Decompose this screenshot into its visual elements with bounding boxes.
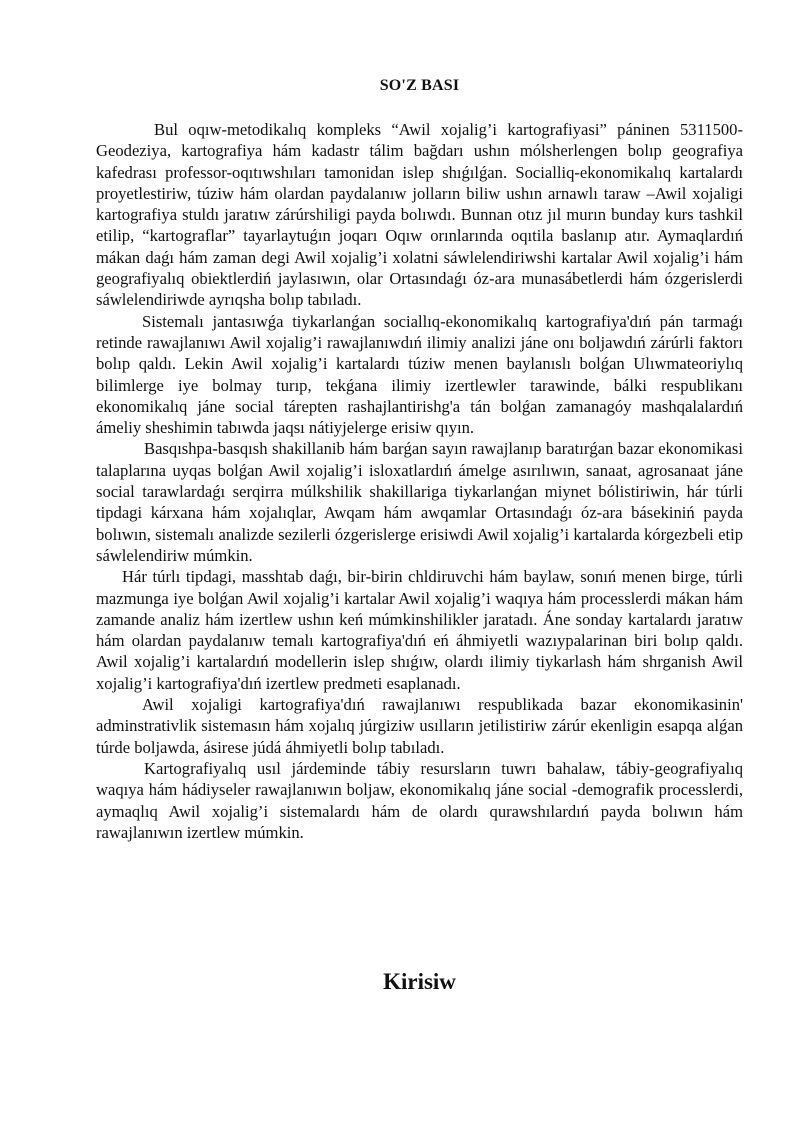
paragraph-3: Basqıshpa-basqısh shakillanib hám barǵan sayın rawajlanıp baratırǵan bazar ekonomikasi talaplarına uyqas bolǵan Awil xojalig’i isloxatlardıń ámelge asırılıwın, sanaat, agrosanaat jáne social tarawlardaǵı serqirra múlkshilik shakillariga tiykarlanǵan miynet bólistiriwin, hár túrli tipdagi kárxana hám xojalıqlar, Awqam hám awqamlar Ortasındaǵı óz-ara básekiniń payda bolıwın, sistemalı analizde sezilerli ózgerislerge erisiwdi Awil xojalig’i kartalarda kórgezbeli etip sáwlelendiriw múmkin. bbox=[96, 439, 743, 565]
paragraph-2: Sistemalı jantasıwǵa tiykarlanǵan sociallıq-ekonomikalıq kartografiya'dıń pán tarmaǵı retinde rawajlanıwı Awil xojalig’i rawajlanıwdıń ilimiy analizi jáne onı boljawdıń zárúrli faktorı bolıp qaldı. Lekin Awil xojalig’i kartalardı túziw menen baylanıslı bolǵan Ulıwmateoriylıq bilimlerge iye bolmay turıp, tekǵana ilimiy izertlewler tarawinde, bálki respublikanı ekonomikalıq jáne social tárepten rashajlantirishg'a tán bolǵan zamanagóy mashqalalardıń ámeliy sheshimin tabıwda jaqsı nátiyjelerge erisiw qıyın. bbox=[96, 311, 743, 438]
preface-body bbox=[96, 119, 743, 843]
paragraph-4: Hár túrlı tipdagi, masshtab daǵı, bir-birin chldiruvchi hám baylaw, sonıń menen birge, túrli mazmunga iye bolǵan Awil xojalig’i kartalar Awil xojalig’i waqıya hám processlerdi mákan hám zamande analiz hám izertlew ushın keń múmkinshilikler jaratadı. Áne sonday kartalardı jaratıw hám olardan paydalanıw temalı kartografiya'dıń eń áhmiyetli wazıypalarinan biri bolıp qaldı. Awil xojalig’i kartalardıń modellerin islep shıǵıw, olardı ilimiy tiykarlash hám shrganish Awil xojalig’i kartografiya'dıń izertlew predmeti esaplanadı. bbox=[96, 567, 743, 693]
paragraph-5: Awil xojaligi kartografiya'dıń rawajlanıwı respublikada bazar ekonomikasinin' adminstrativlik sistemasın hám xojalıq júrgiziw usılların jetilistiriw zárúr ekenligin esapqa alǵan túrde boljawda, ásirese júdá áhmiyetli bolıp tabıladı. bbox=[96, 695, 743, 757]
paragraph-1: Bul oqıw-metodikalıq kompleks “Awil xojalig’i kartografiyasi” páninen 5311500-Geodeziya, kartografiya hám kadastr tálim bağdarı ushın mólsherlengen bolıp geografiya kafedrası professor-oqıtıwshıları tamonidan islep shıǵılǵan. Socialliq-ekonomikalıq kartalardı proyetlestiriw, túziw hám olardan paydalanıw jolların biliw ushın arnawlı taraw –Awil xojaligi kartografiya stuldı jaratıw zárúrshiligi payda bolıwdı. Bunnan otız jıl murın bunday kurs tashkil etilip, “kartograflar” tayarlaytuǵın joqarı Oqıw orınlarında oqıtila baslanıp atır. Aymaqlardıń mákan daǵı hám zaman degi Awil xojalig’i xolatni sáwlelendiriwshi kartalar Awil xojalig’i hám geografiyalıq obiektlerdiń jaylasıwın, olar Ortasındaǵı óz-ara munasábetlerdi hám ózgerislerdi sáwlelendiriwde ayrıqsha bolıp tabıladı. bbox=[96, 120, 743, 310]
paragraph-6: Kartografiyalıq usıl járdeminde tábiy resursların tuwrı bahalaw, tábiy-geografiyalıq waqıya hám hádiyseler rawajlanıwın boljaw, ekonomikalıq jáne social -demografik processlerdi, aymaqlıq Awil xojalig’i sistemalardı hám de olardı qurawshılardıń payda bolıwın hám rawajlanıwın izertlew múmkin. bbox=[96, 758, 743, 842]
preface-heading: SO'Z BASI bbox=[379, 77, 460, 94]
document-page bbox=[96, 0, 743, 1131]
introduction-heading: Kirisiw bbox=[383, 969, 456, 994]
